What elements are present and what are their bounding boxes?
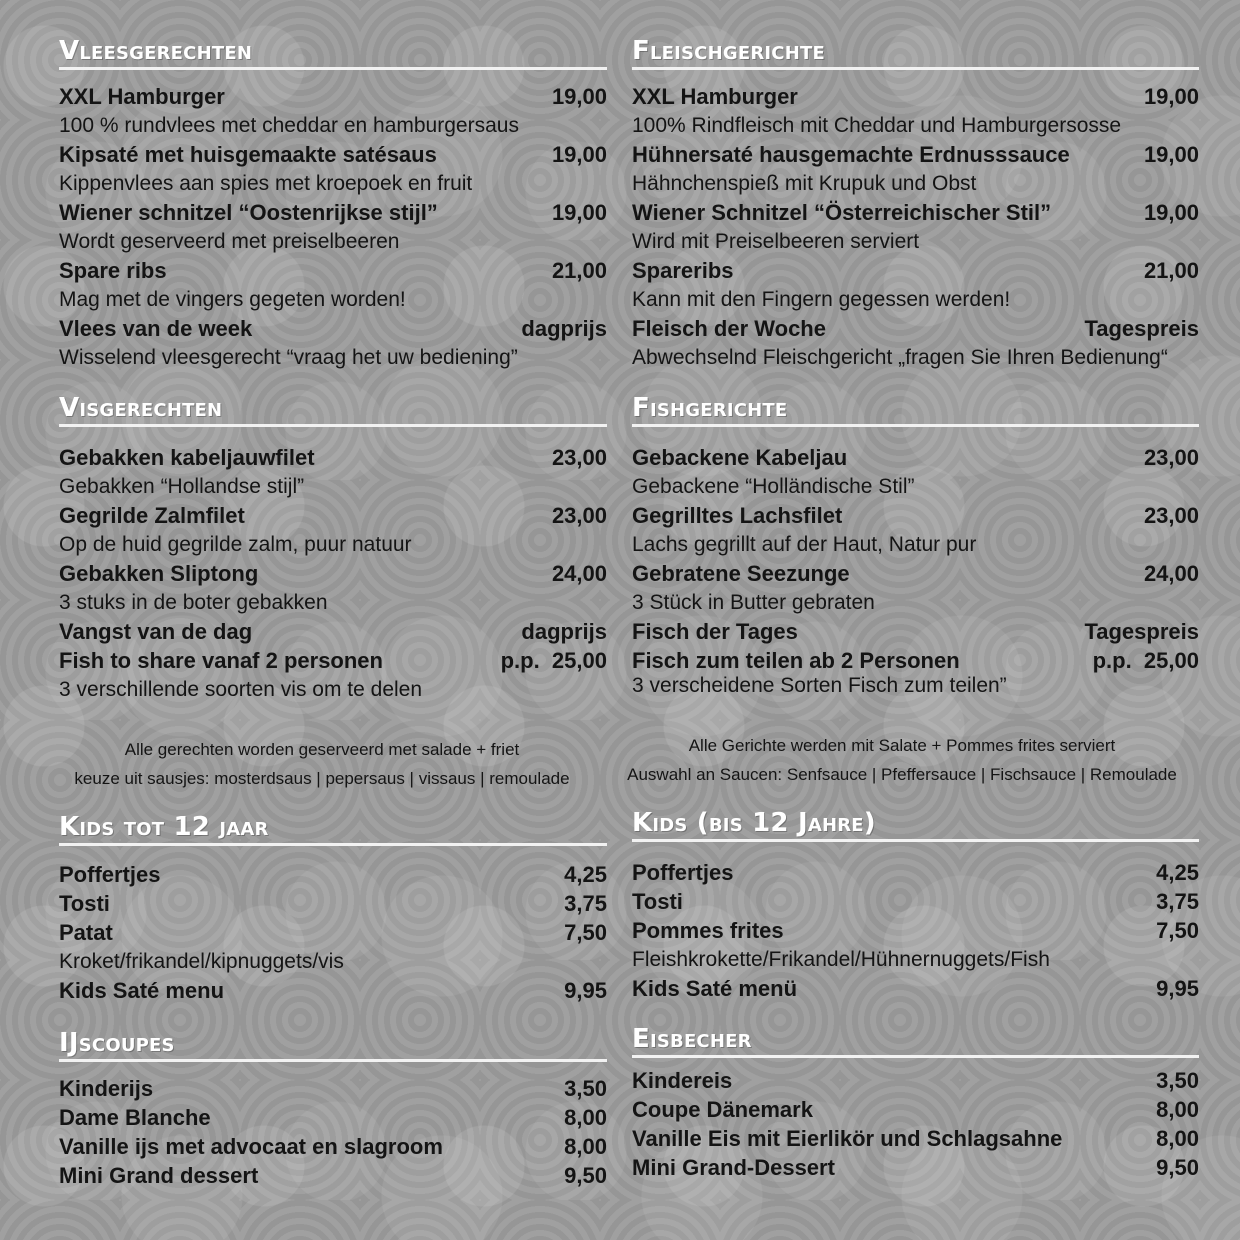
note-line: Auswahl an Saucen: Senfsauce | Pfeffersauce | Fischsauce | Remoulade bbox=[627, 765, 1177, 784]
item-description: 100 % rundvlees met cheddar en hamburgersaus bbox=[59, 114, 519, 137]
menu-item bbox=[632, 887, 1199, 916]
menu-item bbox=[59, 501, 607, 530]
menu-list bbox=[632, 82, 1199, 372]
item-price: 8,00 bbox=[564, 1105, 607, 1130]
item-price: dagprijs bbox=[521, 316, 607, 341]
serving-note bbox=[29, 735, 615, 793]
menu-item bbox=[632, 314, 1199, 343]
item-price: 9,95 bbox=[564, 978, 607, 1003]
section-kids bbox=[59, 812, 607, 1005]
menu-item bbox=[632, 1153, 1199, 1182]
menu-item bbox=[632, 916, 1199, 945]
item-price: 4,25 bbox=[1156, 860, 1199, 885]
menu-item bbox=[59, 256, 607, 285]
item-price: 4,25 bbox=[564, 862, 607, 887]
section-title: Fleischgerichte bbox=[632, 36, 1199, 70]
item-name: Vanille Eis mit Eierlikör und Schlagsahne bbox=[632, 1126, 1063, 1151]
menu-column-dutch bbox=[59, 0, 607, 1240]
item-price: 24,00 bbox=[1143, 561, 1199, 586]
item-name: Gebackene Kabeljau bbox=[632, 445, 848, 470]
menu-item bbox=[632, 617, 1199, 646]
menu-item bbox=[59, 646, 607, 675]
section-title: Visgerechten bbox=[59, 393, 607, 427]
item-description: Kroket/frikandel/kipnuggets/vis bbox=[59, 950, 344, 973]
item-price: 9,95 bbox=[1156, 976, 1199, 1001]
menu-list bbox=[59, 82, 607, 372]
item-description: Fleishkrokette/Frikandel/Hühnernuggets/Fish bbox=[632, 948, 1050, 971]
item-price: 3,75 bbox=[564, 891, 607, 916]
item-description: 3 stuks in de boter gebakken bbox=[59, 591, 328, 614]
menu-item bbox=[632, 82, 1199, 111]
section-ijscoupes bbox=[59, 1028, 607, 1190]
note-line: Alle gerechten worden geserveerd met salade + friet bbox=[124, 740, 520, 759]
item-price: 23,00 bbox=[551, 445, 607, 470]
item-name: Kindereis bbox=[632, 1068, 733, 1093]
section-title: IJscoupes bbox=[59, 1028, 607, 1062]
item-description: Mag met de vingers gegeten worden! bbox=[59, 288, 406, 311]
item-name: Fisch der Tages bbox=[632, 619, 798, 644]
item-name: Kipsaté met huisgemaakte satésaus bbox=[59, 142, 437, 167]
item-name: Spare ribs bbox=[59, 258, 167, 283]
menu-item bbox=[59, 860, 607, 889]
menu-item bbox=[59, 198, 607, 227]
item-name: Patat bbox=[59, 920, 113, 945]
item-price: 3,50 bbox=[1156, 1068, 1199, 1093]
item-name: Mini Grand dessert bbox=[59, 1163, 259, 1188]
item-price: dagprijs bbox=[521, 619, 607, 644]
item-name: Spareribs bbox=[632, 258, 734, 283]
menu-list bbox=[59, 1074, 607, 1190]
item-name: Fish to share vanaf 2 personen bbox=[59, 648, 383, 673]
item-name: Vangst van de dag bbox=[59, 619, 253, 644]
item-name: Kinderijs bbox=[59, 1076, 154, 1101]
item-price: 19,00 bbox=[551, 200, 607, 225]
item-description: Lachs gegrillt auf der Haut, Natur pur bbox=[632, 533, 977, 556]
item-name: XXL Hamburger bbox=[59, 84, 225, 109]
menu-item bbox=[632, 443, 1199, 472]
menu-list bbox=[59, 443, 607, 704]
menu-item bbox=[632, 646, 1199, 675]
item-description: Wisselend vleesgerecht “vraag het uw bediening” bbox=[59, 346, 518, 369]
item-name: Tosti bbox=[59, 891, 110, 916]
item-name: Fisch zum teilen ab 2 Personen bbox=[632, 648, 960, 673]
menu-item bbox=[632, 198, 1199, 227]
item-price: 23,00 bbox=[1143, 445, 1199, 470]
item-name: Fleisch der Woche bbox=[632, 316, 826, 341]
item-name: Coupe Dänemark bbox=[632, 1097, 813, 1122]
item-price: 8,00 bbox=[1156, 1126, 1199, 1151]
menu-item bbox=[59, 617, 607, 646]
item-price: p.p. 25,00 bbox=[500, 648, 607, 673]
item-name: Gebakken Sliptong bbox=[59, 561, 259, 586]
menu-item bbox=[59, 1161, 607, 1190]
item-price: 19,00 bbox=[551, 142, 607, 167]
menu-item bbox=[59, 1132, 607, 1161]
item-name: Dame Blanche bbox=[59, 1105, 211, 1130]
menu-item bbox=[59, 140, 607, 169]
section-fleischgerichte bbox=[632, 36, 1199, 372]
note-line: Alle Gerichte werden mit Salate + Pommes frites serviert bbox=[688, 736, 1116, 755]
menu-item bbox=[632, 559, 1199, 588]
item-description: 3 Stück in Butter gebraten bbox=[632, 591, 875, 614]
item-name: Tosti bbox=[632, 889, 683, 914]
serving-note bbox=[592, 731, 1212, 789]
item-name: Poffertjes bbox=[59, 862, 161, 887]
section-title: Vleesgerechten bbox=[59, 36, 607, 70]
item-price: 19,00 bbox=[1143, 200, 1199, 225]
item-price: 8,00 bbox=[1156, 1097, 1199, 1122]
item-price: 19,00 bbox=[1143, 142, 1199, 167]
item-name: Gegrilde Zalmfilet bbox=[59, 503, 245, 528]
item-name: Hühnersaté hausgemachte Erdnusssauce bbox=[632, 142, 1070, 167]
item-name: Gebakken kabeljauwfilet bbox=[59, 445, 315, 470]
item-price: p.p. 25,00 bbox=[1092, 648, 1199, 673]
item-description: 3 verschillende soorten vis om te delen bbox=[59, 678, 423, 701]
menu-item bbox=[59, 82, 607, 111]
menu-item bbox=[59, 443, 607, 472]
item-price: 8,00 bbox=[564, 1134, 607, 1159]
item-description: Op de huid gegrilde zalm, puur natuur bbox=[59, 533, 412, 556]
item-price: 19,00 bbox=[551, 84, 607, 109]
section-title: Fishgerichte bbox=[632, 393, 1199, 427]
item-description: Hähnchenspieß mit Krupuk und Obst bbox=[632, 172, 977, 195]
item-name: Vanille ijs met advocaat en slagroom bbox=[59, 1134, 443, 1159]
item-description: Wird mit Preiselbeeren serviert bbox=[632, 230, 920, 253]
menu-item bbox=[59, 1103, 607, 1132]
item-price: 3,50 bbox=[564, 1076, 607, 1101]
menu-item bbox=[632, 974, 1199, 1003]
item-price: 7,50 bbox=[1156, 918, 1199, 943]
menu-column-german bbox=[627, 0, 1199, 1240]
item-price: 24,00 bbox=[551, 561, 607, 586]
item-description: Kann mit den Fingern gegessen werden! bbox=[632, 288, 1011, 311]
item-price: 23,00 bbox=[1143, 503, 1199, 528]
menu-item bbox=[632, 501, 1199, 530]
item-name: Pommes frites bbox=[632, 918, 784, 943]
item-name: Vlees van de week bbox=[59, 316, 253, 341]
item-description: Kippenvlees aan spies met kroepoek en fruit bbox=[59, 172, 473, 195]
item-price: 21,00 bbox=[551, 258, 607, 283]
item-description: 3 verscheidene Sorten Fisch zum teilen” bbox=[632, 674, 1007, 697]
menu-item bbox=[632, 140, 1199, 169]
item-description: Wordt geserveerd met preiselbeeren bbox=[59, 230, 400, 253]
menu-item bbox=[59, 889, 607, 918]
item-name: XXL Hamburger bbox=[632, 84, 798, 109]
menu-item bbox=[59, 559, 607, 588]
section-eisbecher bbox=[632, 1024, 1199, 1182]
menu-item bbox=[632, 1066, 1199, 1095]
item-description: 100% Rindfleisch mit Cheddar und Hamburgersosse bbox=[632, 114, 1122, 137]
menu-item bbox=[632, 858, 1199, 887]
item-price: Tagespreis bbox=[1084, 619, 1199, 644]
item-name: Gegrilltes Lachsfilet bbox=[632, 503, 843, 528]
item-name: Wiener Schnitzel “Österreichischer Stil” bbox=[632, 200, 1052, 225]
menu-item bbox=[59, 1074, 607, 1103]
item-description: Gebackene “Holländische Stil” bbox=[632, 475, 915, 498]
item-name: Wiener schnitzel “Oostenrijkse stijl” bbox=[59, 200, 438, 225]
menu-item bbox=[59, 976, 607, 1005]
menu-list bbox=[632, 858, 1199, 1003]
item-price: 9,50 bbox=[1156, 1155, 1199, 1180]
menu-list bbox=[59, 860, 607, 1005]
item-price: Tagespreis bbox=[1084, 316, 1199, 341]
item-price: 19,00 bbox=[1143, 84, 1199, 109]
item-price: 9,50 bbox=[564, 1163, 607, 1188]
menu-item bbox=[632, 256, 1199, 285]
menu-item bbox=[632, 1095, 1199, 1124]
section-fishgerichte bbox=[632, 393, 1199, 697]
menu-list bbox=[632, 1066, 1199, 1182]
item-price: 3,75 bbox=[1156, 889, 1199, 914]
item-name: Kids Saté menu bbox=[59, 978, 225, 1003]
menu-item bbox=[59, 918, 607, 947]
item-name: Poffertjes bbox=[632, 860, 734, 885]
item-price: 23,00 bbox=[551, 503, 607, 528]
item-price: 7,50 bbox=[564, 920, 607, 945]
item-price: 21,00 bbox=[1143, 258, 1199, 283]
section-vleesgerechten bbox=[59, 36, 607, 372]
section-title: Kids (bis 12 Jahre) bbox=[632, 808, 1199, 842]
note-line: keuze uit sausjes: mosterdsaus | pepersaus | vissaus | remoulade bbox=[74, 769, 570, 788]
item-description: Gebakken “Hollandse stijl” bbox=[59, 475, 305, 498]
menu-item bbox=[59, 314, 607, 343]
item-name: Mini Grand-Dessert bbox=[632, 1155, 835, 1180]
section-visgerechten bbox=[59, 393, 607, 704]
item-description: Abwechselnd Fleischgericht „fragen Sie Ihren Bedienung“ bbox=[632, 346, 1168, 369]
menu-list bbox=[632, 443, 1199, 697]
item-name: Kids Saté menü bbox=[632, 976, 798, 1001]
item-name: Gebratene Seezunge bbox=[632, 561, 850, 586]
menu-item bbox=[632, 1124, 1199, 1153]
section-title: Eisbecher bbox=[632, 1024, 1199, 1058]
section-kids bbox=[632, 808, 1199, 1003]
section-title: Kids tot 12 jaar bbox=[59, 812, 607, 846]
